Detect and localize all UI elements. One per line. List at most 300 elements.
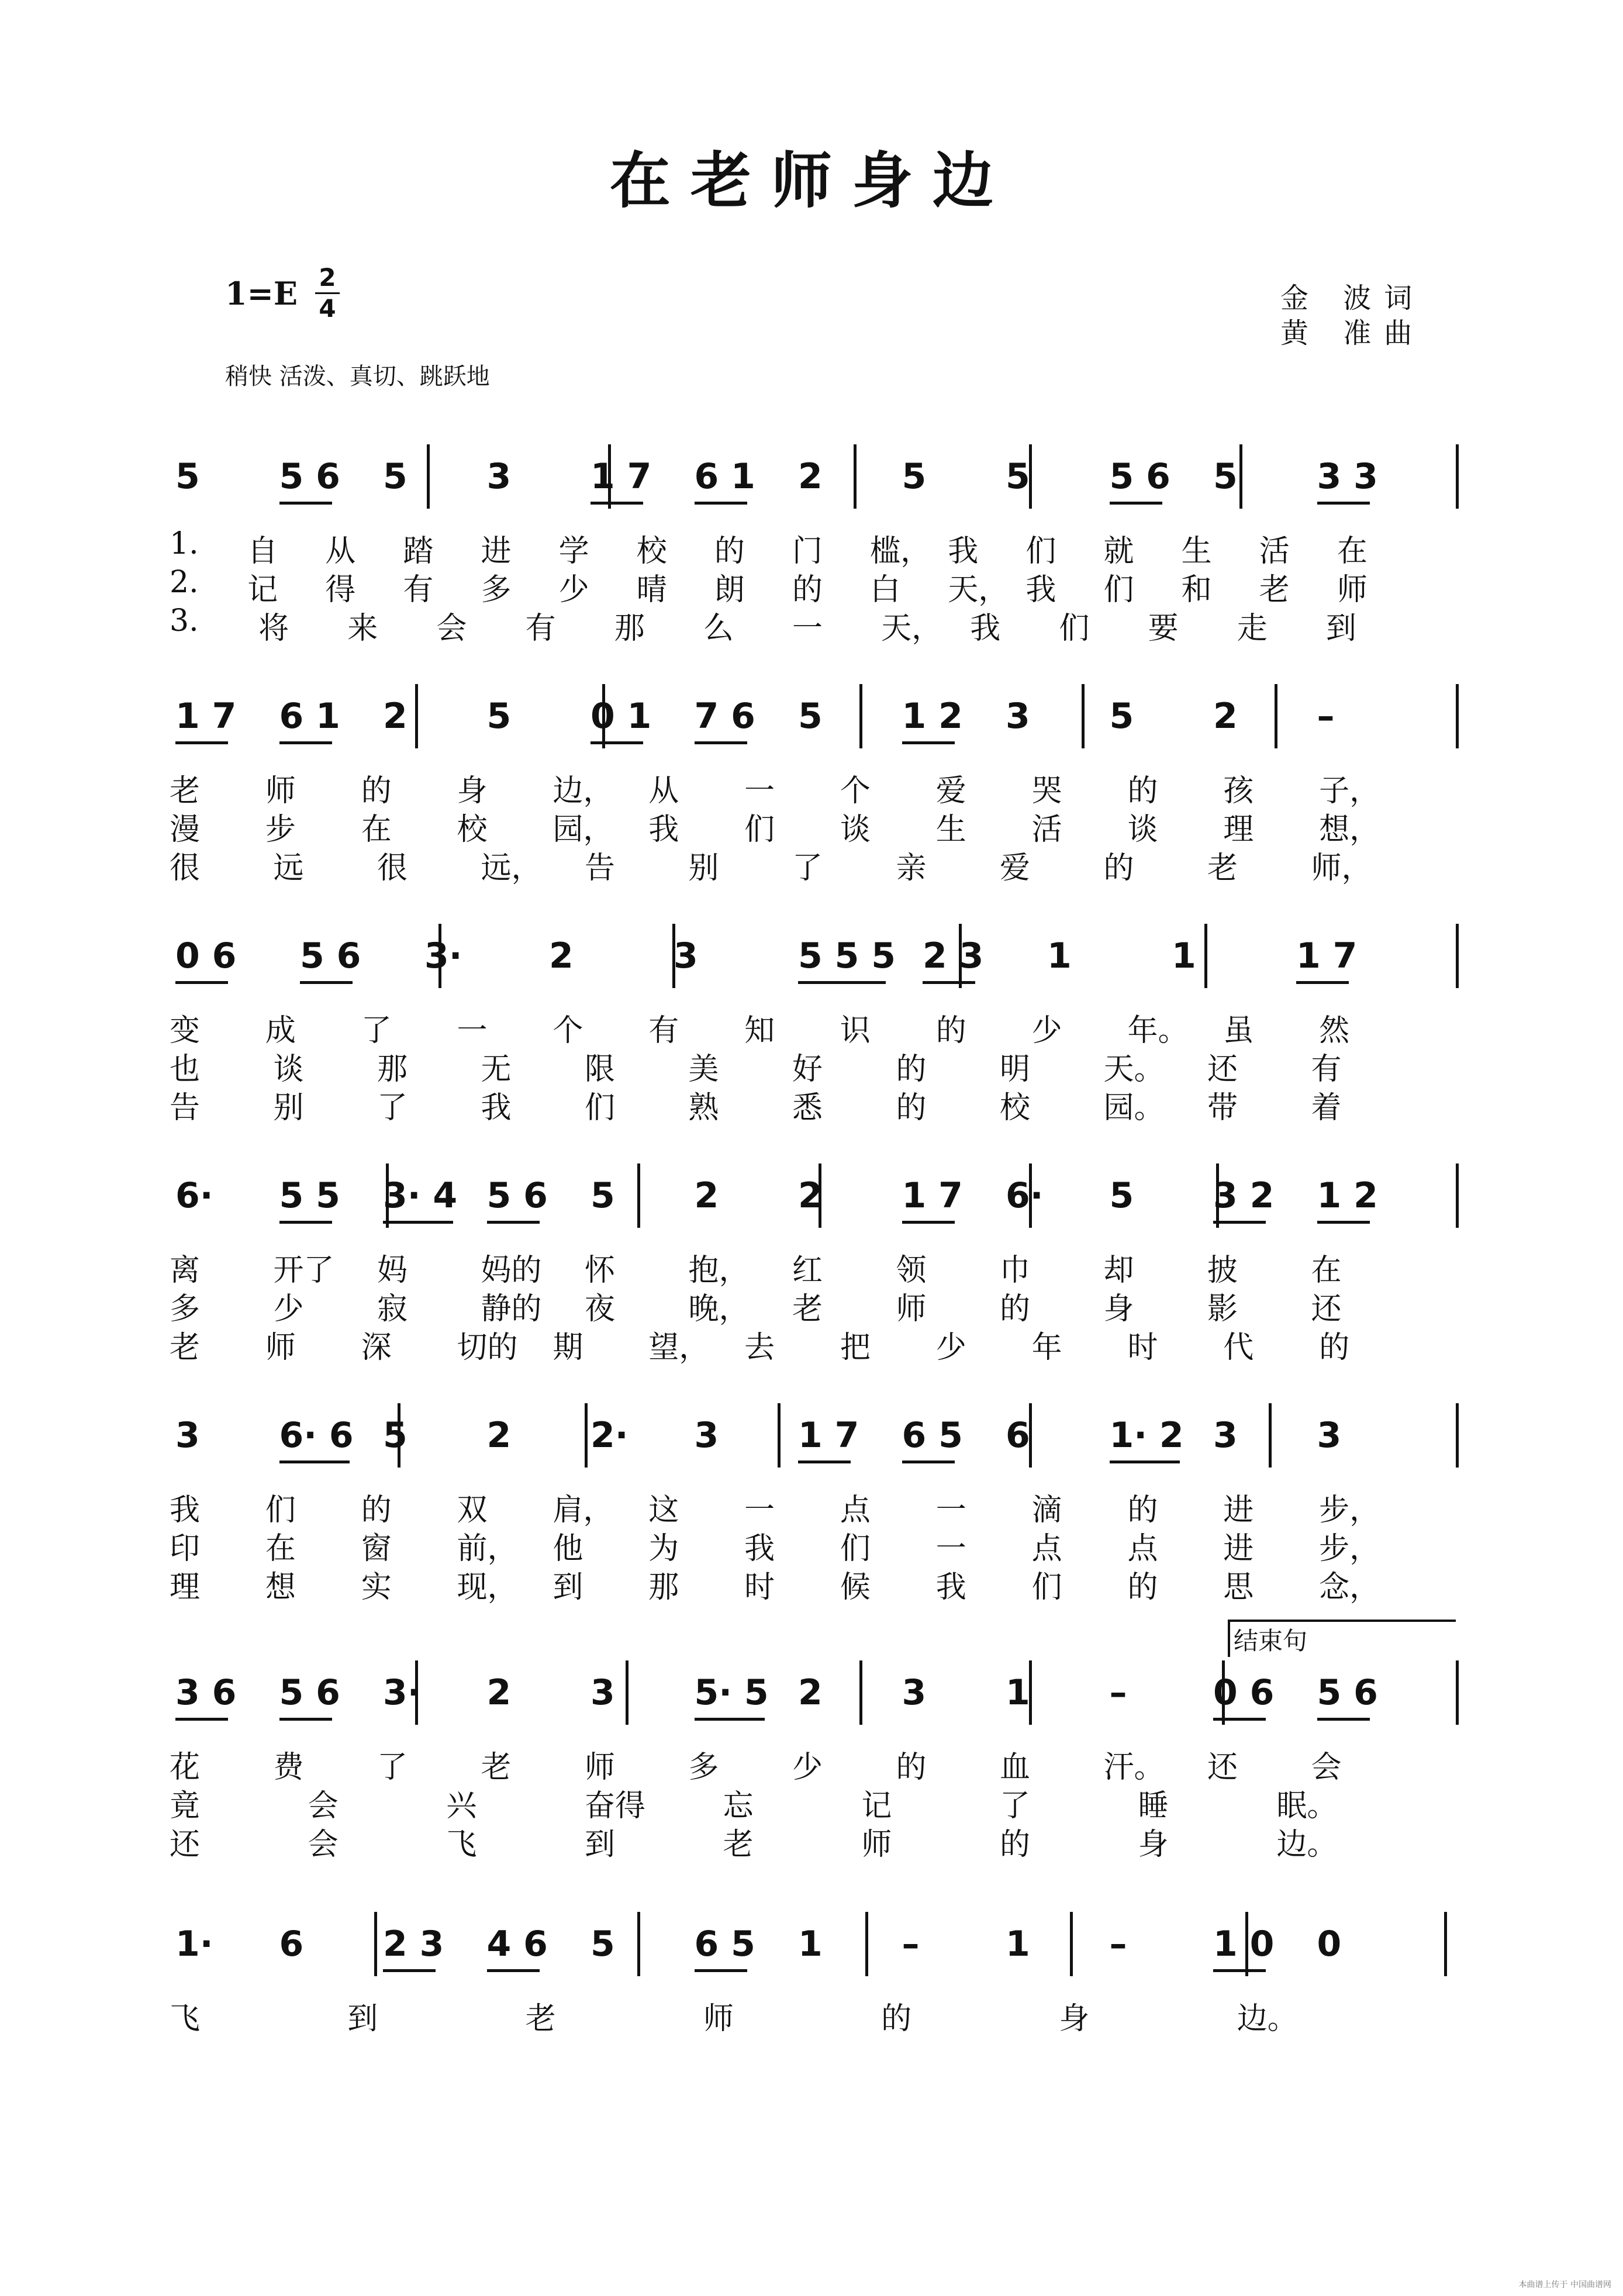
lyric-word: 在 [361,812,392,847]
lyric-word: 了 [377,1750,408,1785]
lyric-word: 师 [265,1330,296,1365]
lyric-word: 们 [265,1493,296,1528]
note-group: – [1109,1924,1127,1964]
lyric-word: 这 [648,1493,679,1528]
lyric-word: 校 [636,534,667,569]
note-group: 1 [1006,1672,1030,1713]
note-group: 0 [1317,1924,1342,1964]
lyric-word: 老 [525,2001,556,2036]
lyric-word: 我 [744,1531,775,1566]
lyric-word: 校 [457,812,488,847]
lyric-word: 活 [1031,812,1062,847]
note-group: 7 6 [694,696,755,737]
barline [637,1912,640,1976]
lyric-word: 3. [170,603,199,638]
lyric-word: 妈 [377,1253,408,1288]
lyric-word: 园， [552,812,614,847]
lyric-word: 自 [247,534,278,569]
note-group: 3 [1213,1415,1238,1456]
lyric-word: 飞 [446,1827,477,1862]
lyric-word: 那 [648,1570,679,1605]
note-group: 5 6 [1109,456,1170,497]
lyric-word: 多 [481,572,512,607]
lyric-word: 却 [1103,1253,1134,1288]
barline [626,1660,629,1725]
beam-underline [1213,1221,1266,1224]
barline [1275,684,1277,748]
lyric-word: 点 [1127,1531,1158,1566]
lyric-word: 门 [792,534,823,569]
lyric-word: 怀 [585,1253,616,1288]
lyric-word: 们 [1031,1570,1062,1605]
beam-underline [279,741,332,744]
lyric-word: 睡 [1138,1789,1169,1824]
lyric-word: 步， [1319,1531,1380,1566]
lyric-word: 和 [1181,572,1212,607]
lyric-word: 老 [170,774,201,809]
lyric-word: 远， [481,851,542,886]
lyric-word: 切的 [457,1330,518,1365]
lyric-word: 一 [744,774,775,809]
note-group: 2 [798,1175,823,1216]
lyric-word: 我 [948,534,979,569]
lyric-word: 天， [948,572,1009,607]
beam-underline [902,741,955,744]
note-group: 2 [549,935,574,976]
lyric-word: 哭 [1031,774,1062,809]
lyric-word: 的 [896,1090,927,1125]
lyric-word: 生 [935,812,966,847]
lyric-word: 来 [347,611,378,646]
lyric-word: 到 [1325,611,1356,646]
lyric-word: 生 [1181,534,1212,569]
lyric-word: 还 [1207,1052,1238,1087]
beam-underline [279,1221,332,1224]
lyric-word: 进 [1223,1531,1254,1566]
beam-underline [1110,1461,1180,1463]
beam-underline [923,981,975,984]
lyric-word: 识 [840,1013,871,1048]
beam-underline [175,741,228,744]
lyric-word: 老 [170,1330,201,1365]
lyric-word: 得 [325,572,356,607]
note-group: 2 [486,1672,512,1713]
lyric-word: 记 [861,1789,892,1824]
lyric-word: 开了 [273,1253,334,1288]
lyric-word: 我 [170,1493,201,1528]
lyric-word: 年。 [1127,1013,1189,1048]
note-group: 3· [383,1672,421,1713]
lyric-word: 记 [247,572,278,607]
note-group: – [902,1924,920,1964]
beam-underline [1296,981,1349,984]
beam-underline [798,1461,851,1463]
beam-underline [695,741,747,744]
beam-underline [279,502,332,505]
lyric-word: 去 [744,1330,775,1365]
lyric-word: 思 [1223,1570,1254,1605]
lyric-word: 踏 [403,534,434,569]
note-group: 6 [1006,1415,1030,1456]
barline [859,684,862,748]
note-group: – [1317,696,1335,737]
lyric-word: 在 [1337,534,1368,569]
lyric-word: 有 [403,572,434,607]
beam-underline [487,1969,540,1972]
lyric-word: 我 [970,611,1001,646]
lyric-word: 走 [1237,611,1268,646]
lyric-word: 师 [585,1750,616,1785]
barline [778,1403,781,1468]
lyric-word: 会 [436,611,467,646]
lyric-word: 还 [1311,1292,1342,1327]
beam-underline [695,502,747,505]
lyric-word: 寂 [377,1292,408,1327]
note-group: 2 [383,696,408,737]
lyric-word: 子， [1319,774,1380,809]
note-group: 5 6 [300,935,361,976]
lyric-word: 师 [896,1292,927,1327]
note-group: 5 [1109,1175,1134,1216]
lyric-word: 到 [585,1827,616,1862]
lyric-word: 谈 [1127,812,1158,847]
note-group: 3· [424,935,462,976]
lyric-word: 在 [1311,1253,1342,1288]
barline [1269,1403,1272,1468]
lyric-word: 老 [792,1292,823,1327]
note-group: 1 [1172,935,1196,976]
lyric-word: 老 [481,1750,512,1785]
note-group: 1· 2 [1109,1415,1184,1456]
note-group: 1 2 [1317,1175,1378,1216]
lyric-word: 的 [792,572,823,607]
lyric-word: 理 [170,1570,201,1605]
note-group: 5 5 [279,1175,340,1216]
beam-underline [591,502,643,505]
lyric-word: 无 [481,1052,512,1087]
lyric-word: 校 [1000,1090,1031,1125]
note-group: 5 5 5 [798,935,896,976]
note-group: 2 3 [383,1924,444,1964]
lyric-word: 步 [265,812,296,847]
lyric-word: 有 [525,611,556,646]
lyric-word: 身 [1059,2001,1090,2036]
lyric-word: 印 [170,1531,201,1566]
lyric-word: 带 [1207,1090,1238,1125]
note-group: 5 [383,1415,408,1456]
lyric-word: 悉 [792,1090,823,1125]
lyric-word: 的 [714,534,745,569]
footer-note: 本曲谱上传于 中国曲谱网 [1518,2280,1611,2290]
lyric-word: 师 [1337,572,1368,607]
lyric-word: 时 [744,1570,775,1605]
lyric-word: 想 [265,1570,296,1605]
note-group: 3 6 [175,1672,237,1713]
lyric-word: 谈 [840,812,871,847]
lyric-word: 就 [1103,534,1134,569]
lyric-word: 很 [170,851,201,886]
lyric-word: 着 [1311,1090,1342,1125]
lyric-word: 到 [347,2001,378,2036]
note-group: 1 [1047,935,1072,976]
lyric-word: 师 [703,2001,734,2036]
note-group: 0 1 [591,696,652,737]
note-group: 5 [175,456,200,497]
lyric-word: 一 [792,611,823,646]
lyric-word: 为 [648,1531,679,1566]
time-sig-bottom: 4 [319,294,336,323]
beam-underline [279,1718,332,1721]
lyric-word: 巾 [1000,1253,1031,1288]
lyric-word: 熟 [688,1090,719,1125]
lyric-word: 从 [648,774,679,809]
barline [427,444,430,509]
lyric-word: 花 [170,1750,201,1785]
lyric-word: 知 [744,1013,775,1048]
lyric-word: 园。 [1103,1090,1165,1125]
lyric-word: 告 [585,851,616,886]
lyric-word: 谈 [273,1052,304,1087]
lyric-word: 多 [688,1750,719,1785]
beam-underline [902,1461,955,1463]
barline [1204,924,1207,988]
lyric-word: 一 [935,1531,966,1566]
lyric-word: 师， [1311,851,1372,886]
lyric-word: 么 [703,611,734,646]
lyric-word: 师 [265,774,296,809]
note-group: 1 7 [902,1175,963,1216]
beam-underline [1110,502,1162,505]
lyric-word: 到 [552,1570,583,1605]
note-group: 1 7 [175,696,237,737]
barline [1239,444,1242,509]
lyric-word: 窗 [361,1531,392,1566]
lyric-word: 漫 [170,812,201,847]
lyric-word: 夜 [585,1292,616,1327]
lyric-word: 时 [1127,1330,1158,1365]
lyric-word: 代 [1223,1330,1254,1365]
beam-underline [487,1221,540,1224]
lyric-word: 美 [688,1052,719,1087]
lyric-word: 师 [861,1827,892,1862]
lyric-word: 我 [648,812,679,847]
lyric-word: 了 [792,851,823,886]
lyric-word: 现， [457,1570,518,1605]
lyric-word: 也 [170,1052,201,1087]
note-group: 5 6 [1317,1672,1378,1713]
lyric-word: 学 [558,534,589,569]
note-group: 1 7 [798,1415,859,1456]
note-group: 1 [1006,1924,1030,1964]
lyric-word: 奋得 [585,1789,646,1824]
note-group: – [1109,1672,1127,1713]
beam-underline [902,1221,955,1224]
barline [1444,1912,1447,1976]
beam-underline [695,1718,765,1721]
lyric-word: 的 [896,1052,927,1087]
lyric-word: 少 [273,1292,304,1327]
lyric-word: 身 [457,774,488,809]
note-group: 5 [1109,696,1134,737]
barline [1456,1660,1459,1725]
lyric-word: 静的 [481,1292,542,1327]
lyric-word: 的 [1000,1827,1031,1862]
barline [374,1912,377,1976]
lyric-word: 爱 [935,774,966,809]
lyric-word: 会 [308,1789,339,1824]
note-group: 1 7 [591,456,652,497]
note-group: 6· 6 [279,1415,354,1456]
time-sig-top: 2 [319,263,336,292]
lyric-word: 兴 [446,1789,477,1824]
lyric-word: 的 [1000,1292,1031,1327]
lyric-word: 老 [723,1827,754,1862]
lyric-word: 理 [1223,812,1254,847]
lyric-word: 红 [792,1253,823,1288]
note-group: 6 1 [694,456,755,497]
beam-underline [300,981,353,984]
lyric-word: 肩， [552,1493,614,1528]
lyric-word: 个 [552,1013,583,1048]
barline [637,1163,640,1228]
note-group: 5· 5 [694,1672,769,1713]
barline [1070,1912,1073,1976]
lyric-word: 望， [648,1330,710,1365]
lyric-word: 想， [1319,812,1380,847]
note-group: 5 [591,1175,615,1216]
lyric-word: 妈的 [481,1253,542,1288]
lyric-word: 会 [1311,1750,1342,1785]
note-group: 3· 4 [383,1175,458,1216]
lyric-word: 将 [258,611,289,646]
lyric-word: 边。 [1276,1827,1338,1862]
beam-underline [175,1718,228,1721]
lyric-word: 眠。 [1276,1789,1338,1824]
lyric-word: 还 [1207,1750,1238,1785]
note-group: 1 7 [1296,935,1358,976]
lyric-word: 还 [170,1827,201,1862]
lyric-word: 血 [1000,1750,1031,1785]
credits [1280,281,1425,351]
beam-underline [1317,1718,1370,1721]
lyric-word: 我 [1025,572,1056,607]
lyric-word: 的 [361,1493,392,1528]
lyric-word: 进 [481,534,512,569]
barline [415,684,418,748]
note-group: 3 [591,1672,615,1713]
lyric-word: 我 [935,1570,966,1605]
beam-underline [279,1461,350,1463]
note-group: 2 [798,456,823,497]
lyric-word: 成 [265,1013,296,1048]
lyric-word: 边， [552,774,614,809]
lyric-word: 披 [1207,1253,1238,1288]
beam-underline [798,981,886,984]
lyric-word: 点 [840,1493,871,1528]
lyric-word: 天。 [1103,1052,1165,1087]
lyric-word: 忘 [723,1789,754,1824]
lyric-word: 朗 [714,572,745,607]
note-group: 5 [486,696,512,737]
lyric-word: 边。 [1237,2001,1298,2036]
tempo-marking: 稍快 活泼、真切、跳跃地 [225,363,490,390]
lyric-word: 了 [361,1013,392,1048]
lyric-word: 点 [1031,1531,1062,1566]
song-title: 在老师身边 [609,144,1013,216]
note-group: 5 [1213,456,1238,497]
beam-underline [383,1221,453,1224]
barline [1456,1403,1459,1468]
lyric-word: 把 [840,1330,871,1365]
note-group: 5 [383,456,408,497]
note-group: 2 [486,1415,512,1456]
time-signature [313,264,342,322]
lyric-word: 那 [614,611,645,646]
lyric-word: 了 [377,1090,408,1125]
note-group: 5 6 [279,1672,340,1713]
lyric-word: 晚， [688,1292,750,1327]
lyric-word: 了 [1000,1789,1031,1824]
lyric-word: 少 [792,1750,823,1785]
note-group: 5 6 [279,456,340,497]
lyric-word: 要 [1148,611,1179,646]
lyric-word: 步， [1319,1493,1380,1528]
lyric-word: 的 [935,1013,966,1048]
note-group: 3 [486,456,512,497]
note-group: 3 [694,1415,719,1456]
lyric-word: 然 [1319,1013,1350,1048]
barline [1456,1163,1459,1228]
barline [859,1660,862,1725]
lyric-word: 深 [361,1330,392,1365]
note-group: 3 2 [1213,1175,1275,1216]
lyric-word: 年 [1031,1330,1062,1365]
lyric-word: 实 [361,1570,392,1605]
lyric-word: 有 [648,1013,679,1048]
lyric-word: 的 [881,2001,912,2036]
lyric-word: 从 [325,534,356,569]
note-group: 5 [798,696,823,737]
lyric-word: 的 [1127,1570,1158,1605]
lyric-word: 槛， [870,534,931,569]
beam-underline [383,1969,436,1972]
lyric-word: 的 [1319,1330,1350,1365]
lyric-word: 我 [481,1090,512,1125]
lyric-word: 离 [170,1253,201,1288]
lyric-word: 很 [377,851,408,886]
lyric-word: 的 [361,774,392,809]
beam-underline [1317,1221,1370,1224]
lyric-word: 亲 [896,851,927,886]
lyric-word: 们 [1059,611,1090,646]
lyric-word: 明 [1000,1052,1031,1087]
lyric-word: 念， [1319,1570,1380,1605]
note-group: 3 [1006,696,1030,737]
lyric-word: 有 [1311,1052,1342,1087]
note-group: 5 [1006,456,1030,497]
beam-underline [1213,1969,1266,1972]
note-group: 2· [591,1415,629,1456]
lyric-word: 的 [1103,851,1134,886]
lyric-word: 在 [265,1531,296,1566]
lyric-word: 好 [792,1052,823,1087]
lyric-word: 一 [744,1493,775,1528]
lyric-word: 变 [170,1013,201,1048]
note-group: 3 [674,935,698,976]
note-group: 2 3 [923,935,984,976]
lyric-word: 滴 [1031,1493,1062,1528]
lyric-word: 少 [935,1330,966,1365]
